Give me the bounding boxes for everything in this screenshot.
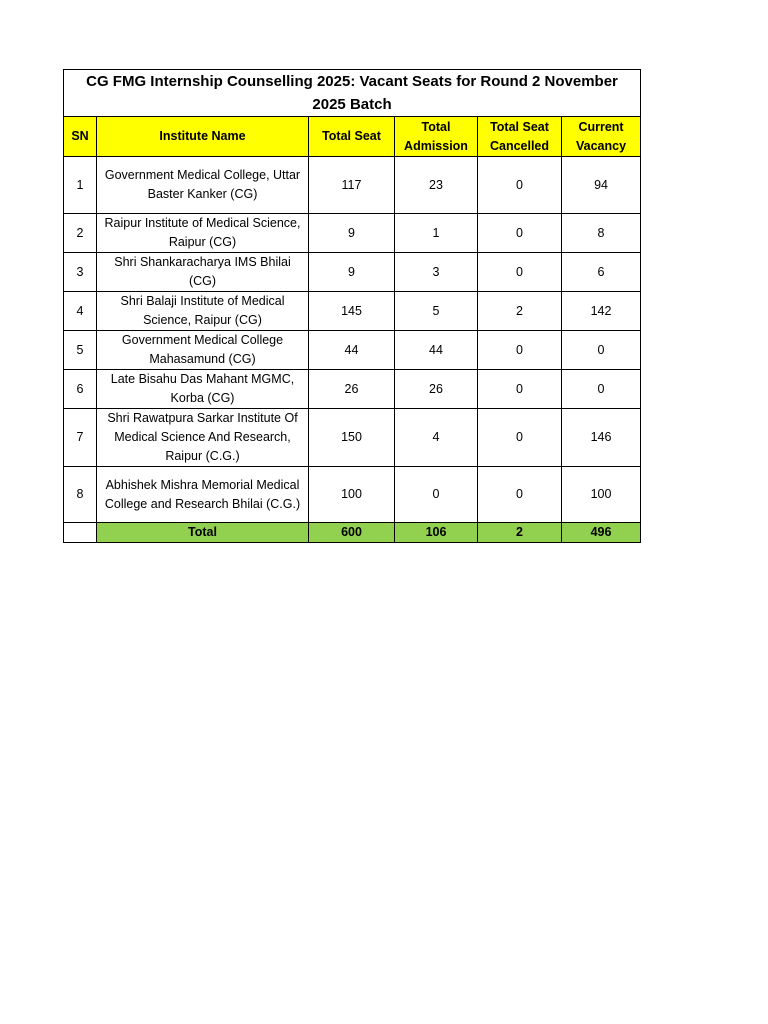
table-title: CG FMG Internship Counselling 2025: Vacant Seats for Round 2 November 2025 Batch xyxy=(64,70,641,117)
vacant-seats-table xyxy=(63,69,641,543)
table-row xyxy=(64,331,641,370)
total-admission-cell: 44 xyxy=(395,331,478,370)
sn-cell: 6 xyxy=(64,370,97,409)
institute-name-cell: Raipur Institute of Medical Science, Raipur (CG) xyxy=(97,214,309,253)
total-cancelled-sum: 2 xyxy=(478,523,562,543)
header-current-vacancy: Current Vacancy xyxy=(562,117,641,157)
total-label: Total xyxy=(97,523,309,543)
sn-cell: 7 xyxy=(64,409,97,467)
institute-name-cell: Abhishek Mishra Memorial Medical College and Research Bhilai (C.G.) xyxy=(97,467,309,523)
vacancy-cell: 0 xyxy=(562,370,641,409)
table-row xyxy=(64,292,641,331)
table-row xyxy=(64,467,641,523)
total-seat-cell: 9 xyxy=(309,214,395,253)
cancelled-cell: 0 xyxy=(478,157,562,214)
cancelled-cell: 0 xyxy=(478,331,562,370)
cancelled-cell: 0 xyxy=(478,409,562,467)
table-row xyxy=(64,214,641,253)
sn-cell: 3 xyxy=(64,253,97,292)
table-row xyxy=(64,253,641,292)
table-row xyxy=(64,157,641,214)
cancelled-cell: 0 xyxy=(478,370,562,409)
sn-cell: 8 xyxy=(64,467,97,523)
institute-name-cell: Shri Balaji Institute of Medical Science, Raipur (CG) xyxy=(97,292,309,331)
vacancy-cell: 0 xyxy=(562,331,641,370)
total-vacancy-sum: 496 xyxy=(562,523,641,543)
vacancy-cell: 6 xyxy=(562,253,641,292)
total-seat-cell: 44 xyxy=(309,331,395,370)
vacancy-cell: 8 xyxy=(562,214,641,253)
total-admission-cell: 26 xyxy=(395,370,478,409)
total-admission-sum: 106 xyxy=(395,523,478,543)
sn-cell: 1 xyxy=(64,157,97,214)
vacancy-cell: 146 xyxy=(562,409,641,467)
sn-cell: 2 xyxy=(64,214,97,253)
total-seat-cell: 26 xyxy=(309,370,395,409)
total-seat-cell: 145 xyxy=(309,292,395,331)
institute-name-cell: Government Medical College, Uttar Baster Kanker (CG) xyxy=(97,157,309,214)
cancelled-cell: 0 xyxy=(478,214,562,253)
total-seat-cell: 9 xyxy=(309,253,395,292)
institute-name-cell: Shri Shankaracharya IMS Bhilai (CG) xyxy=(97,253,309,292)
sn-cell: 4 xyxy=(64,292,97,331)
total-admission-cell: 5 xyxy=(395,292,478,331)
vacancy-cell: 142 xyxy=(562,292,641,331)
total-seat-sum: 600 xyxy=(309,523,395,543)
institute-name-cell: Shri Rawatpura Sarkar Institute Of Medical Science And Research, Raipur (C.G.) xyxy=(97,409,309,467)
institute-name-cell: Government Medical College Mahasamund (CG) xyxy=(97,331,309,370)
total-sn-cell xyxy=(64,523,97,543)
cancelled-cell: 0 xyxy=(478,253,562,292)
total-admission-cell: 1 xyxy=(395,214,478,253)
total-seat-cell: 117 xyxy=(309,157,395,214)
header-total-seat: Total Seat xyxy=(309,117,395,157)
table-row xyxy=(64,409,641,467)
total-admission-cell: 4 xyxy=(395,409,478,467)
total-row xyxy=(64,523,641,543)
table-row xyxy=(64,370,641,409)
header-row xyxy=(64,117,641,157)
header-total-seat-cancelled: Total Seat Cancelled xyxy=(478,117,562,157)
total-admission-cell: 3 xyxy=(395,253,478,292)
header-total-admission: Total Admission xyxy=(395,117,478,157)
total-admission-cell: 23 xyxy=(395,157,478,214)
cancelled-cell: 0 xyxy=(478,467,562,523)
vacancy-cell: 94 xyxy=(562,157,641,214)
sn-cell: 5 xyxy=(64,331,97,370)
total-seat-cell: 150 xyxy=(309,409,395,467)
institute-name-cell: Late Bisahu Das Mahant MGMC, Korba (CG) xyxy=(97,370,309,409)
cancelled-cell: 2 xyxy=(478,292,562,331)
header-sn: SN xyxy=(64,117,97,157)
total-seat-cell: 100 xyxy=(309,467,395,523)
header-institute-name: Institute Name xyxy=(97,117,309,157)
vacancy-cell: 100 xyxy=(562,467,641,523)
total-admission-cell: 0 xyxy=(395,467,478,523)
